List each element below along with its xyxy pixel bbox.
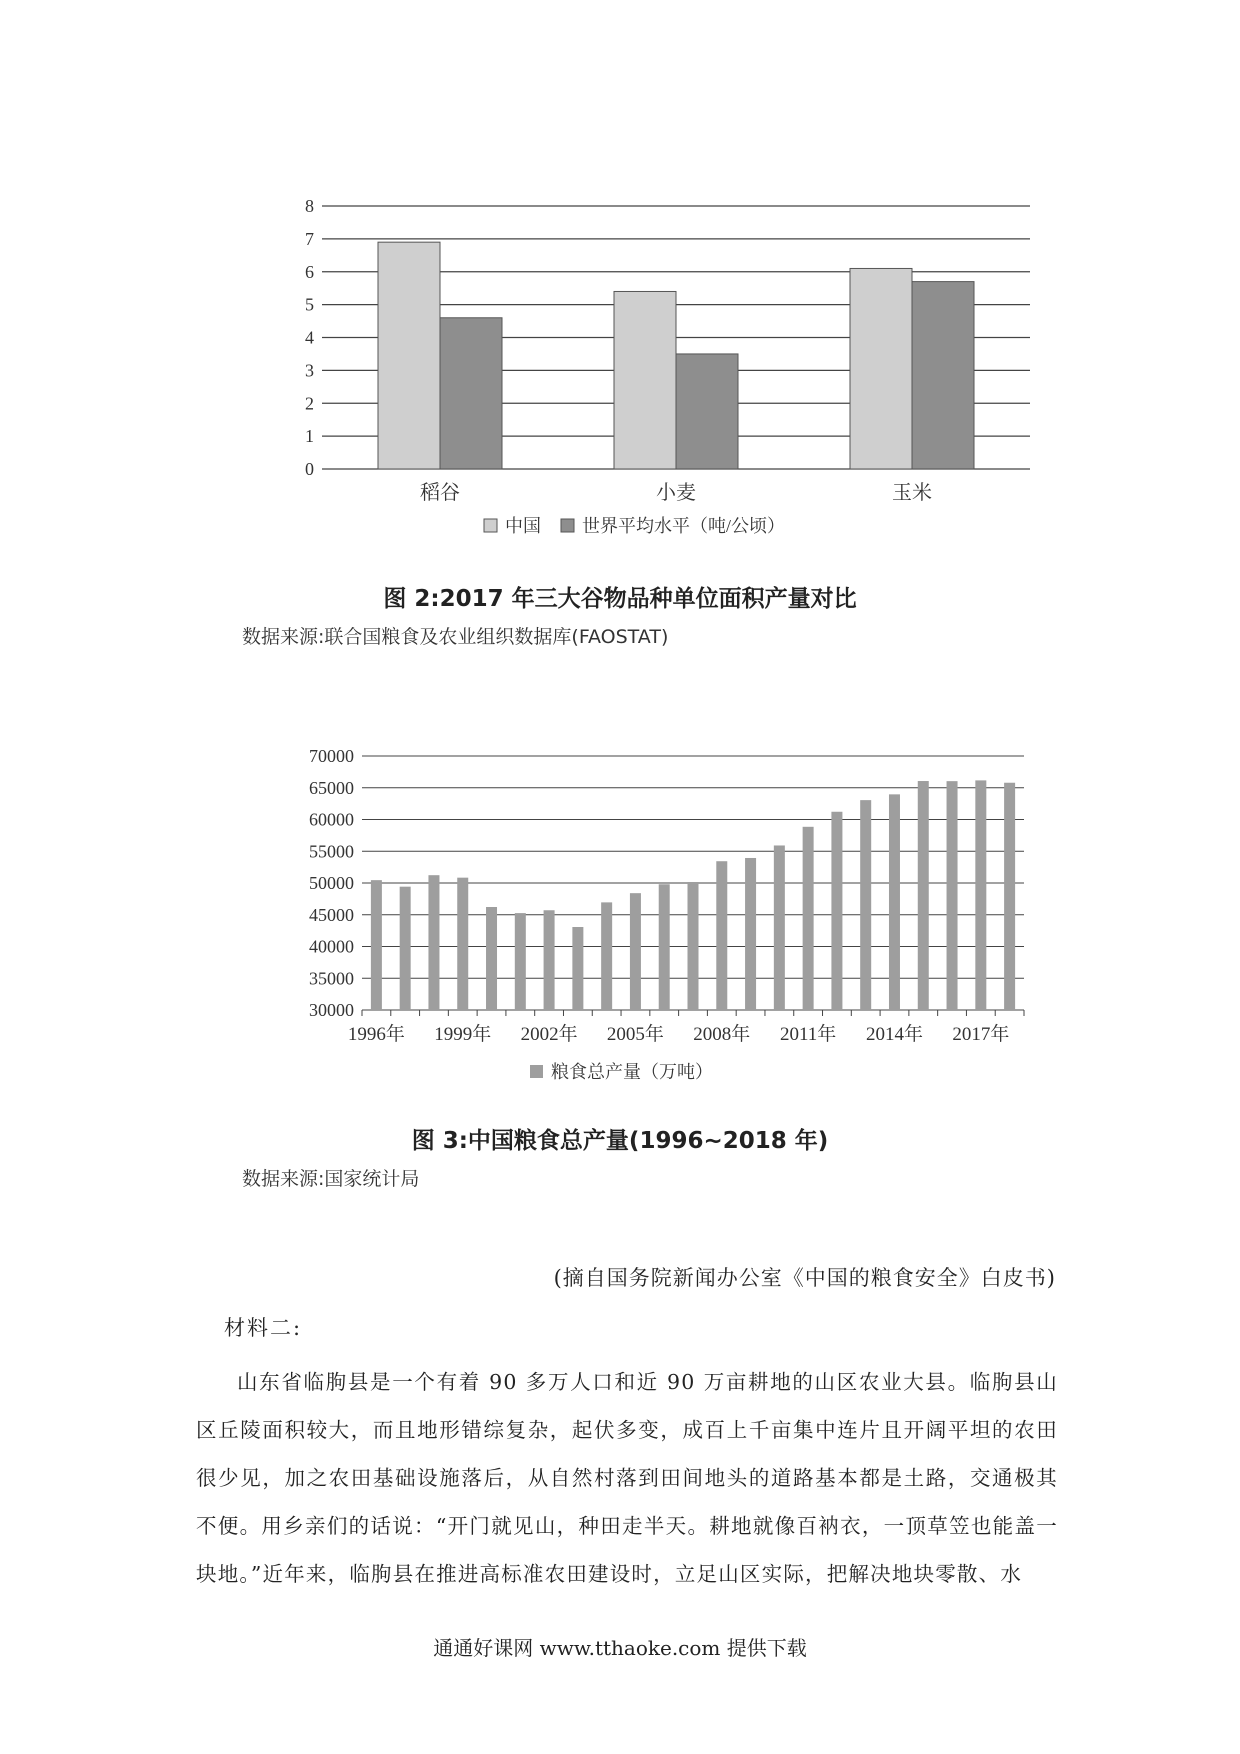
grain-output-chart (0, 720, 1240, 1100)
legend-label: 中国 (505, 516, 541, 536)
x-tick-label: 1999年 (434, 1024, 492, 1045)
y-tick-label: 40000 (309, 936, 354, 957)
y-tick-label: 30000 (309, 1000, 354, 1020)
y-tick-label: 50000 (309, 873, 354, 893)
bar (601, 902, 612, 1010)
x-tick-label: 2017年 (952, 1024, 1010, 1045)
legend-label: 粮食总产量（万吨） (551, 1062, 713, 1082)
bar (1004, 783, 1015, 1010)
bar (440, 318, 502, 469)
legend-label: 世界平均水平（吨/公顷） (582, 516, 785, 536)
legend-swatch (530, 1065, 543, 1078)
bar (676, 354, 738, 469)
bar (918, 781, 929, 1010)
bar (572, 927, 583, 1010)
y-tick-label: 65000 (309, 777, 354, 798)
y-tick-label: 0 (305, 459, 314, 479)
figure-2-source: 数据来源:联合国粮食及农业组织数据库(FAOSTAT) (242, 626, 669, 648)
bar (774, 845, 785, 1010)
bar (614, 291, 676, 469)
bar (428, 875, 439, 1010)
grain-yield-comparison-chart (0, 0, 1240, 560)
bar (860, 800, 871, 1010)
body-paragraph: 山东省临朐县是一个有着 90 多万人口和近 90 万亩耕地的山区农业大县。临朐县山区丘陵面积较大，而且地形错综复杂，起伏多变，成百上千亩集中连片且开阔平坦的农田很少见，加之农田基础设施落后，从自然村落到田间地头的道路基本都是土路，交通极其不便。用乡亲们的话说：“开门就见山，种田走半天。耕地就像百衲衣，一顶草笠也能盖一块地。”近年来，临朐县在推进高标准农田建设时，立足山区实际，把解决地块零散、水 (196, 1370, 1058, 1586)
bar (850, 268, 912, 469)
bar (400, 887, 411, 1010)
y-tick-label: 1 (305, 426, 314, 447)
page-footer: 通通好课网 www.tthaoke.com 提供下载 (433, 1636, 807, 1660)
bar (630, 893, 641, 1010)
bar (544, 910, 555, 1010)
bar (515, 913, 526, 1010)
x-tick-label: 1996年 (347, 1024, 405, 1045)
bar (745, 858, 756, 1010)
y-tick-label: 70000 (309, 746, 354, 766)
bar (975, 780, 986, 1010)
x-tick-label: 2008年 (693, 1024, 751, 1045)
y-tick-label: 35000 (309, 968, 354, 989)
x-tick-label: 2005年 (606, 1024, 664, 1045)
x-tick-label: 2014年 (865, 1024, 923, 1045)
y-tick-label: 8 (305, 196, 314, 216)
bar (457, 878, 468, 1010)
bar (947, 781, 958, 1010)
bar (831, 812, 842, 1010)
figure-3-source: 数据来源:国家统计局 (242, 1168, 420, 1190)
x-category-label: 稻谷 (420, 482, 460, 504)
x-tick-label: 2011年 (779, 1024, 837, 1045)
bar (803, 827, 814, 1010)
bar (889, 794, 900, 1010)
y-tick-label: 5 (305, 294, 314, 315)
legend-swatch (484, 519, 497, 532)
y-tick-label: 55000 (309, 841, 354, 862)
bar (371, 880, 382, 1010)
x-category-label: 小麦 (656, 482, 696, 504)
y-tick-label: 3 (305, 360, 314, 381)
x-tick-label: 2002年 (520, 1024, 578, 1045)
bar (659, 884, 670, 1010)
figure-2-caption: 图 2:2017 年三大谷物品种单位面积产量对比 (383, 586, 857, 612)
section-heading: 材料二: (224, 1316, 303, 1340)
x-category-label: 玉米 (892, 482, 932, 504)
bar (716, 861, 727, 1010)
bar (486, 907, 497, 1010)
bar (688, 882, 699, 1010)
bar (912, 282, 974, 469)
y-tick-label: 2 (305, 393, 314, 414)
body-paragraph-container (196, 1358, 1058, 1598)
y-tick-label: 7 (305, 228, 314, 249)
legend-swatch (561, 519, 574, 532)
citation: (摘自国务院新闻办公室《中国的粮食安全》白皮书) (553, 1266, 1056, 1290)
figure-3-caption: 图 3:中国粮食总产量(1996~2018 年) (411, 1128, 829, 1154)
bar (378, 242, 440, 469)
y-tick-label: 60000 (309, 809, 354, 830)
y-tick-label: 45000 (309, 904, 354, 925)
y-tick-label: 6 (305, 261, 314, 282)
y-tick-label: 4 (305, 327, 314, 348)
